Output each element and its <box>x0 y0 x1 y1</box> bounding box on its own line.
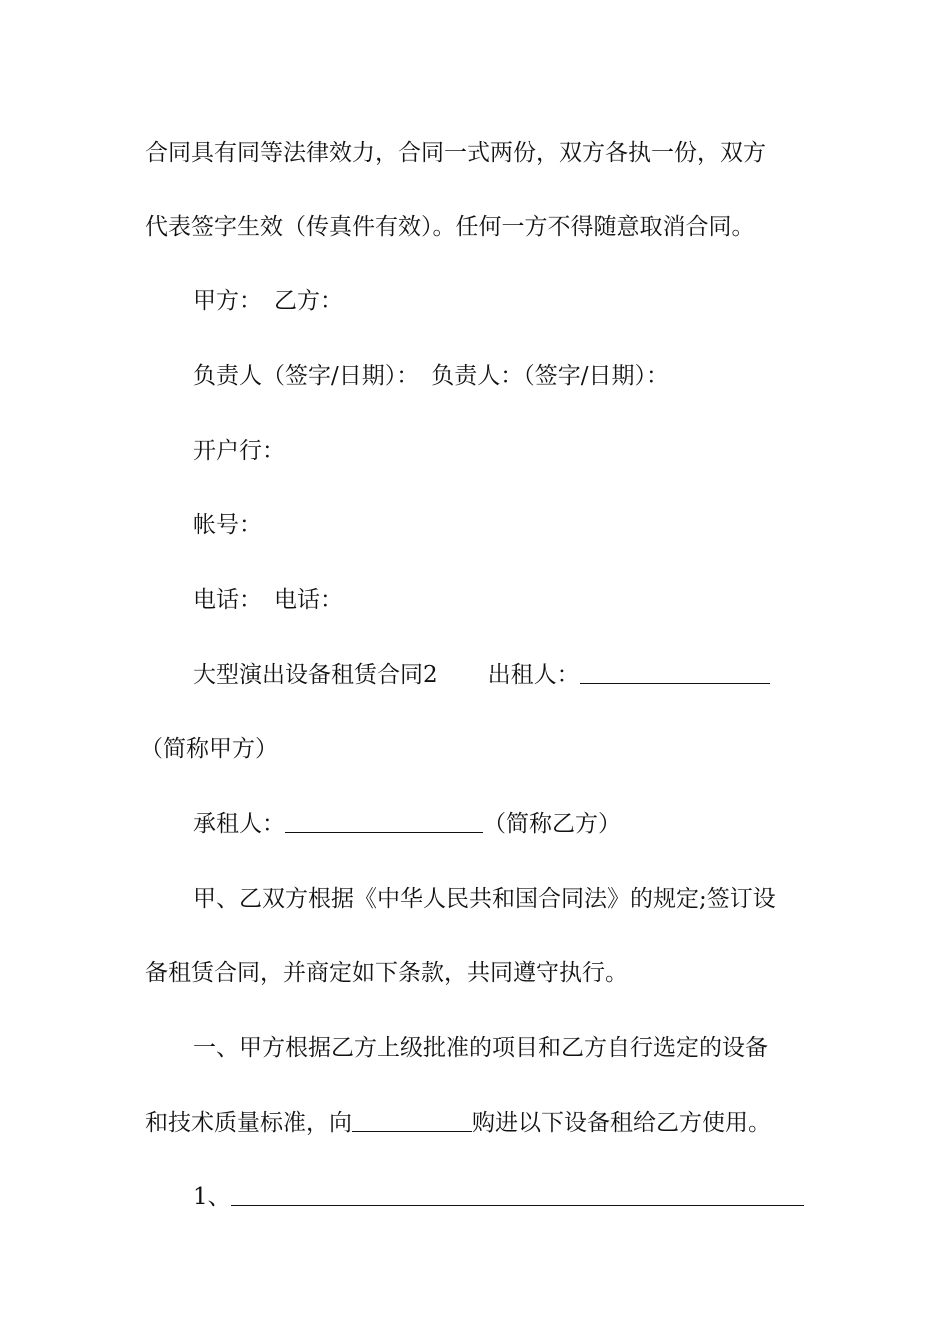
text-line-2: 代表签字生效（传真件有效）。任何一方不得随意取消合同。 <box>145 214 755 240</box>
phone-line <box>193 585 810 615</box>
lessor-abbr: （简称甲方） <box>140 736 278 762</box>
lessee-label: 承租人： <box>193 811 285 837</box>
paragraph-line <box>193 1033 810 1063</box>
clause-1-line-1: 一、甲方根据乙方上级批准的项目和乙方自行选定的设备 <box>193 1035 768 1061</box>
party-a-label: 甲方： <box>193 288 262 314</box>
bank-label: 开户行： <box>193 438 285 464</box>
paragraph-line <box>145 1108 810 1138</box>
contract-title: 大型演出设备租赁合同2 <box>193 662 438 688</box>
phone-b-label: 电话： <box>274 587 343 613</box>
bank-line <box>193 436 810 466</box>
clause-1-line-2-post: 购进以下设备租给乙方使用。 <box>472 1110 771 1136</box>
phone-a-label: 电话： <box>193 587 262 613</box>
contract-title-line <box>193 660 810 690</box>
basis-line-2: 备租赁合同，并商定如下条款，共同遵守执行。 <box>145 960 628 986</box>
lessor-blank <box>580 661 770 684</box>
basis-line-1: 甲、乙双方根据《中华人民共和国合同法》的规定;签订设 <box>193 886 776 912</box>
lessee-abbr: （简称乙方） <box>483 811 621 837</box>
lessee-line <box>193 809 810 839</box>
item-1-blank <box>231 1183 804 1206</box>
item-line <box>193 1182 810 1212</box>
responsible-a-label: 负责人（签字/日期）： <box>193 363 420 389</box>
account-label: 帐号： <box>193 512 262 538</box>
clause-1-line-2-pre: 和技术质量标准，向 <box>145 1110 352 1136</box>
party-line <box>193 286 810 316</box>
supplier-blank <box>352 1109 472 1132</box>
responsible-line <box>193 361 810 391</box>
party-b-label: 乙方： <box>274 288 343 314</box>
paragraph-line <box>145 138 810 168</box>
abbr-line <box>140 734 805 764</box>
text-line-1: 合同具有同等法律效力，合同一式两份，双方各执一份，双方 <box>145 140 766 166</box>
paragraph-line <box>193 884 810 914</box>
account-line <box>193 510 810 540</box>
paragraph-line <box>145 958 810 988</box>
lessor-label: 出租人： <box>487 662 580 688</box>
lessee-blank <box>285 810 483 833</box>
responsible-b-label: 负责人：（签字/日期）： <box>431 363 669 389</box>
paragraph-line <box>145 212 810 242</box>
item-1-number: 1、 <box>193 1184 231 1210</box>
